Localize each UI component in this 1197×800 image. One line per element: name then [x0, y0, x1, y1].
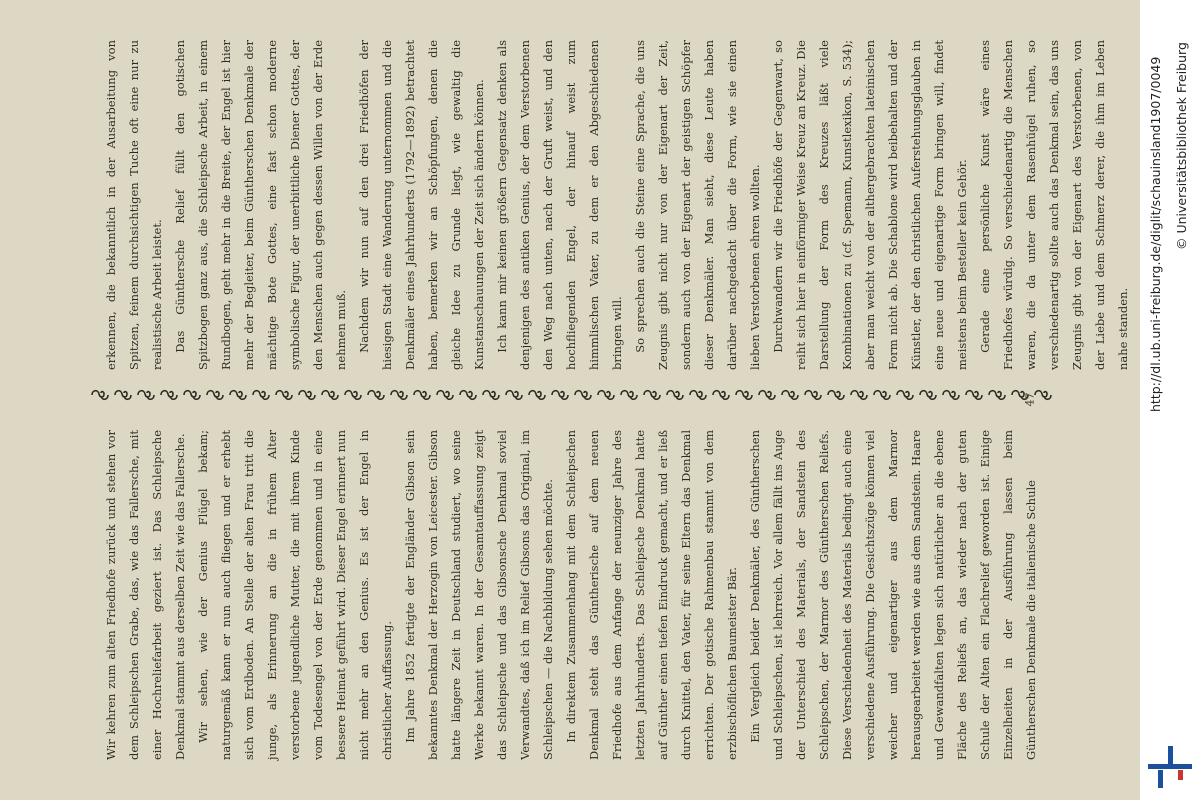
logo-bar — [1148, 764, 1192, 769]
copyright-notice: © Universitätsbibliothek Freiburg — [1174, 42, 1189, 250]
logo-bar — [1168, 746, 1173, 764]
ornament-scroll-icon — [780, 387, 800, 403]
ornament-scroll-icon — [113, 387, 133, 403]
ornament-scroll-icon — [734, 387, 754, 403]
logo-bar — [1158, 770, 1163, 788]
ornament-scroll-icon — [389, 387, 409, 403]
ornament-scroll-icon — [596, 387, 616, 403]
paragraph: Wir kehren zum alten Friedhofe zurück und stehen vor dem Schleipschen Grabe, das, wie das Fallersche, mit einer Hochreliefarbeit geziert ist. Das Schleipsche Denkmal stammt aus derselben Zeit wie das Fallersche. — [104, 430, 187, 760]
ornament-scroll-icon — [435, 387, 455, 403]
ornament-scroll-icon — [964, 387, 984, 403]
paragraph: Das Günthersche Relief füllt den gotischen Spitzbogen ganz aus, die Schleipsche Arbeit, in einem Rundbogen, geht mehr in die Breite, der Engel ist hier mehr der Begleiter, beim Güntherschen Denkmale der mächtige Bote Gottes, eine fast schon moderne symbolische Figur, der unerbittliche Diener Gottes, der den Menschen auch gegen dessen Willen von der Erde nehmen muß. — [173, 40, 348, 370]
ornament-scroll-icon — [711, 387, 731, 403]
ornament-scroll-icon — [343, 387, 363, 403]
ornament-scroll-icon — [918, 387, 938, 403]
ornament-scroll-icon — [941, 387, 961, 403]
ornament-scroll-icon — [987, 387, 1007, 403]
ornament-scroll-icon — [619, 387, 639, 403]
ornament-scroll-icon — [895, 387, 915, 403]
paragraph: Durchwandern wir die Friedhöfe der Gegenwart, so reiht sich hier in einförmiger Weise Kreuz an Kreuz. Die Darstellung der Form des Kreuzes läßt viele Kombinationen zu (cf. Spemann, Kunstlexikon, S. 534); aber man weicht von der althergebrachten lateinischen Form nicht ab. Die Schablone wird beibehalten und der Künstler, der den christlichen Auferstehungsglauben in eine neue und eigenartige Form bringen will, findet meistens beim Besteller kein Gehör. — [771, 40, 969, 370]
ornament-scroll-icon — [228, 387, 248, 403]
ornament-scroll-icon — [251, 387, 271, 403]
ornament-scroll-icon — [872, 387, 892, 403]
paragraph: Ein Vergleich beider Denkmäler, des Güntherschen und Schleipschen, ist lehrreich. Vor allem fällt ins Auge der Unterschied des Materials, der Sandstein des Schleipschen, der Marmor des Güntherschen Reliefs. Diese Verschiedenheit des Materials bedingt auch eine verschiedene Ausführung. Die Gesichtszüge können viel weicher und eigenartiger aus dem Marmor herausgearbeitet werden wie aus dem Sandstein. Haare und Gewandfalten legen sich natürlicher an die ebene Fläche des Reliefs an, das wieder nach der guten Schule der Alten ein Flachrelief geworden ist. Einige Einzelheiten in der Ausführung lassen beim Güntherschen Denkmale die italienische Schule — [748, 430, 1038, 760]
ornament-scroll-icon — [297, 387, 317, 403]
logo-bar — [1178, 770, 1183, 780]
left-text-column — [100, 430, 1038, 760]
ornament-scroll-icon — [136, 387, 156, 403]
ornament-scroll-icon — [274, 387, 294, 403]
ornament-scroll-icon — [550, 387, 570, 403]
ornament-scroll-icon — [159, 387, 179, 403]
paragraph: Im Jahre 1852 fertigte der Engländer Gibson sein bekanntes Denkmal der Herzogin von Leicester. Gibson hatte längere Zeit in Deutschland studiert, wo seine Werke bekannt waren. In der Gesamtauffassung zeigt das Schleipsche und das Gibsonsche Denkmal soviel Verwandtes, daß ich im Relief Gibsons das Original, im Schleipschen — die Nachbildung sehen möchte. — [403, 430, 555, 760]
ornament-scroll-icon — [665, 387, 685, 403]
paragraph: Gerade eine persönliche Kunst wäre eines Friedhofes würdig. So verschiedenartig die Menschen waren, die da unter dem Rasenhügel ruhen, so verschiedenartig sollte auch das Denkmal sein, das uns Zeugnis gibt von der Eigenart des Verstorbenen, von der Liebe und dem Schmerz derer, die ihm im Leben nahe standen. — [978, 40, 1130, 370]
source-url-link[interactable]: http://dl.ub.uni-freiburg.de/diglit/schauinsland1907/0049 — [1148, 56, 1163, 412]
page-number-holder — [1010, 380, 1050, 440]
paragraph: Wir sehen, wie der Genius Flügel bekam; naturgemäß kann er nun auch fliegen und er erhebt sich vom Erdboden. An Stelle der alten Frau tritt die junge, als Erinnerung an die in frühem Alter verstorbene jugendliche Mutter, die mit ihrem Kinde vom Todesengel von der Erde genommen und in eine bessere Heimat geführt wird. Dieser Engel erinnert nun nicht mehr an den Genius. Es ist der Engel in christlicher Auffassung. — [196, 430, 394, 760]
ornament-scroll-icon — [504, 387, 524, 403]
ornament-scroll-icon — [481, 387, 501, 403]
ornament-scroll-icon — [527, 387, 547, 403]
paragraph: So sprechen auch die Steine eine Sprache, die uns Zeugnis gibt nicht nur von der Eigenart der Zeit, sondern auch von der Eigenart der geistigen Schöpfer dieser Denkmäler. Man sieht, diese Leute haben darüber nachgedacht über die Form, wie sie einen lieben Verstorbenen ehren wollten. — [633, 40, 762, 370]
ornament-scroll-icon — [803, 387, 823, 403]
ornament-scroll-icon — [182, 387, 202, 403]
ornament-scroll-icon — [458, 387, 478, 403]
ornament-scroll-icon — [412, 387, 432, 403]
ornament-scroll-icon — [688, 387, 708, 403]
ornament-scroll-icon — [366, 387, 386, 403]
ornament-scroll-icon — [90, 387, 110, 403]
ornament-scroll-icon — [826, 387, 846, 403]
paragraph: Nachdem wir nun auf den drei Friedhöfen der hiesigen Stadt eine Wanderung unternommen und die Denkmäler eines Jahrhunderts (1792—1892) betrachtet haben, bemerken wir an Schöpfungen, denen die gleiche Idee zu Grunde liegt, wie gewaltig die Kunstanschauungen der Zeit sich ändern können. — [357, 40, 486, 370]
paragraph: Ich kann mir keinen größern Gegensatz denken als denjenigen des antiken Genius, der dem Verstorbenen den Weg nach unten, nach der Gruft weist, und den hochfliegenden Engel, der hinauf weist zum himmlischen Vater, zu dem er den Abgeschiedenen bringen will. — [495, 40, 624, 370]
ornament-scroll-icon — [849, 387, 869, 403]
ornament-scroll-icon — [757, 387, 777, 403]
ornament-scroll-icon — [320, 387, 340, 403]
library-logo-icon — [1148, 746, 1192, 790]
rotated-page-content — [70, 0, 1130, 800]
ornamental-divider — [90, 385, 1070, 405]
right-text-column — [100, 40, 1130, 370]
ornament-scroll-icon — [642, 387, 662, 403]
paragraph: erkennen, die bekanntlich in der Ausarbeitung von Spitzen, feinem durchsichtigen Tuche oft eine nur zu realistische Arbeit leistet. — [104, 40, 164, 370]
ornament-scroll-icon — [573, 387, 593, 403]
paragraph: In direktem Zusammenhang mit dem Schleipschen Denkmal steht das Güntherische auf dem neuen Friedhofe aus dem Anfange der neunziger Jahre des letzten Jahrhunderts. Das Schleipsche Denkmal hatte auf Günther einen tiefen Eindruck gemacht, und er ließ durch Knittel, den Vater, für seine Eltern das Denkmal errichten. Der gotische Rahmenbau stammt von dem erzbischöflichen Baumeister Bär. — [564, 430, 739, 760]
page-number: 47 — [1023, 392, 1037, 407]
ornament-scroll-icon — [205, 387, 225, 403]
